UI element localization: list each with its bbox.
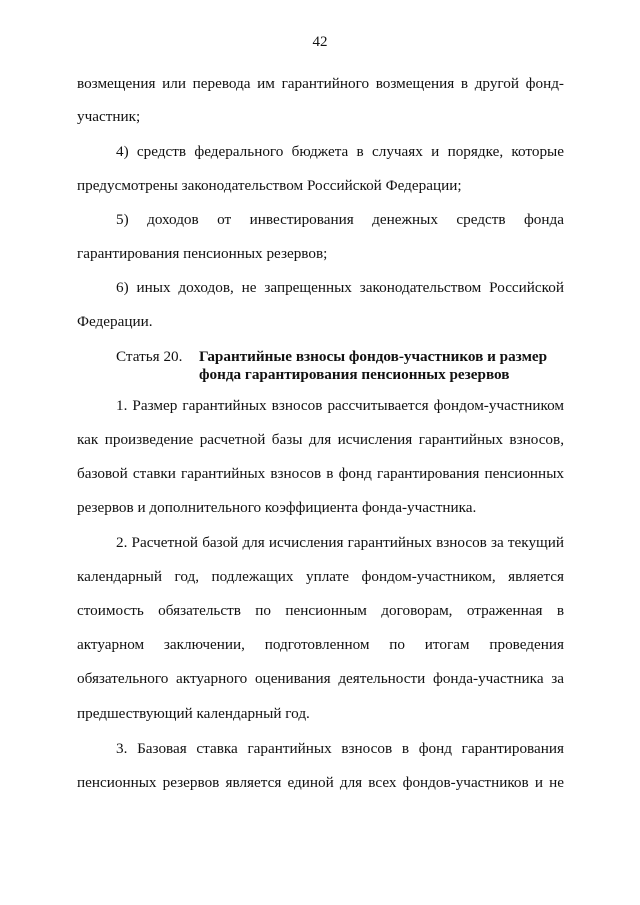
text-line: 3. Базовая ставка гарантийных взносов в фонд гарантирования bbox=[116, 740, 564, 757]
text-line: 2. Расчетной базой для исчисления гарантийных взносов за текущий bbox=[116, 534, 564, 551]
text-line: участник; bbox=[77, 108, 141, 125]
text-line: резервов и дополнительного коэффициента фонда-участника. bbox=[77, 499, 477, 516]
text-line: 6) иных доходов, не запрещенных законодательством Российской bbox=[116, 279, 564, 296]
text-line: обязательного актуарного оценивания деятельности фонда-участника за bbox=[77, 670, 564, 687]
page-number: 42 bbox=[312, 34, 328, 50]
text-line: предусмотрены законодательством Российской Федерации; bbox=[77, 177, 462, 194]
text-line: пенсионных резервов является единой для всех фондов-участников и не bbox=[77, 774, 564, 791]
text-line: гарантирования пенсионных резервов; bbox=[77, 245, 328, 262]
text-line: стоимость обязательств по пенсионным договорам, отраженная в bbox=[77, 602, 564, 619]
text-line: как произведение расчетной базы для исчисления гарантийных взносов, bbox=[77, 431, 564, 448]
text-line: 5) доходов от инвестирования денежных средств фонда bbox=[116, 211, 564, 228]
article-label: Статья 20. bbox=[116, 348, 183, 365]
text-line: базовой ставки гарантийных взносов в фонд гарантирования пенсионных bbox=[77, 465, 564, 482]
text-line: 4) средств федерального бюджета в случаях и порядке, которые bbox=[116, 143, 564, 160]
text-line: предшествующий календарный год. bbox=[77, 705, 310, 722]
text-line: 1. Размер гарантийных взносов рассчитывается фондом-участником bbox=[116, 397, 564, 414]
text-line: актуарном заключении, подготовленном по итогам проведения bbox=[77, 636, 564, 653]
article-title-line: Гарантийные взносы фондов-участников и размер bbox=[199, 348, 548, 365]
text-line: Федерации. bbox=[77, 313, 153, 330]
text-line: календарный год, подлежащих уплате фондом-участником, является bbox=[77, 568, 564, 585]
text-line: возмещения или перевода им гарантийного возмещения в другой фонд- bbox=[77, 75, 564, 92]
article-title-line: фонда гарантирования пенсионных резервов bbox=[199, 366, 510, 383]
